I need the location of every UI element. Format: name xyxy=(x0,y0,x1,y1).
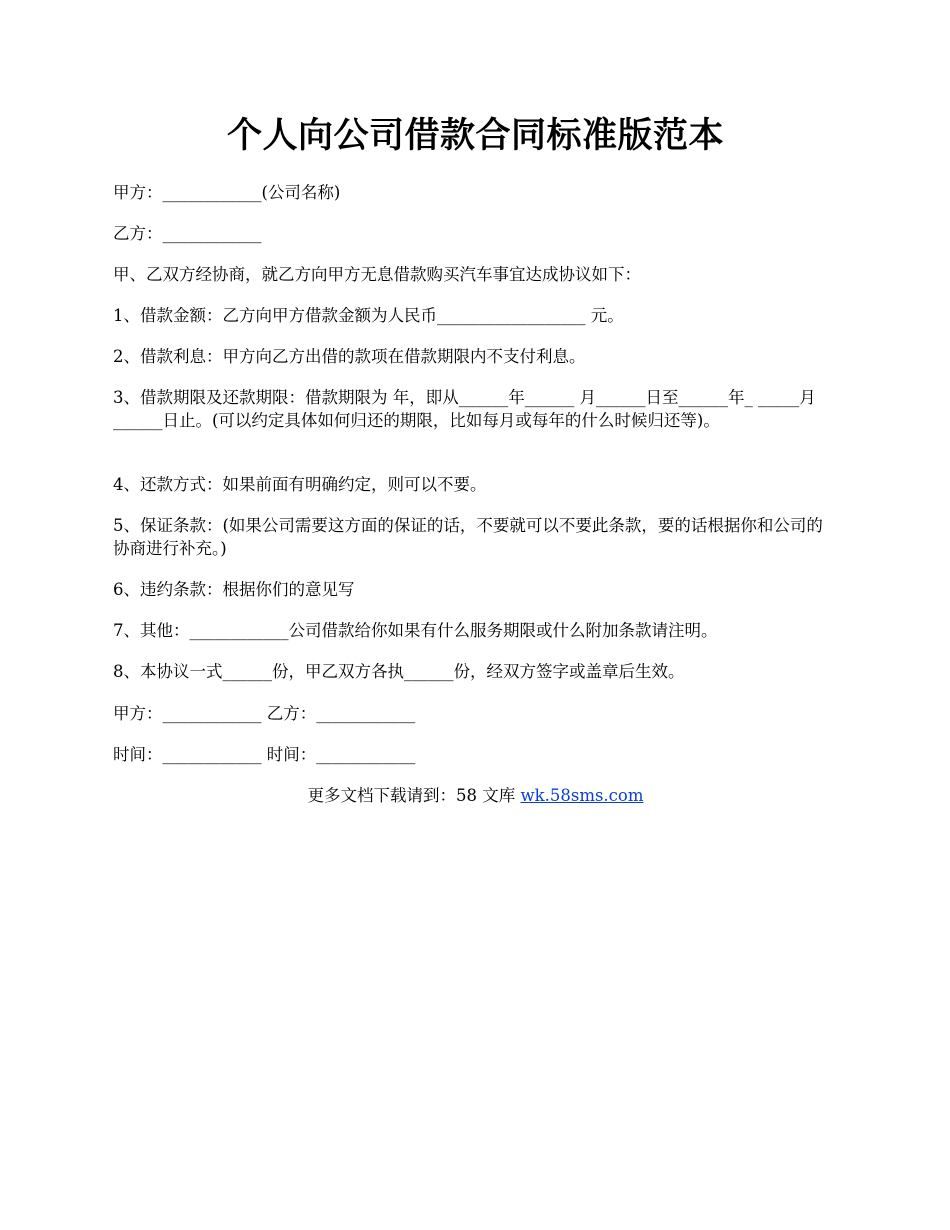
clause-3-loan-term: 3、借款期限及还款期限：借款期限为 年，即从______年______ 月______日至______年_ _____月______日止。(可以约定具体如何归还的期限，比如每月或每年的什么时候归还等)。 xyxy=(113,388,816,430)
clause-8-copies: 8、本协议一式______份，甲乙双方各执______份，经双方签字或盖章后生效。 xyxy=(113,662,685,681)
footer-text: 更多文档下载请到：58 文库 xyxy=(307,786,521,805)
date-line: 时间：____________ 时间：____________ xyxy=(113,745,416,764)
clause-1-loan-amount: 1、借款金额：乙方向甲方借款金额为人民币__________________ 元。 xyxy=(113,306,624,325)
agreement-intro: 甲、乙双方经协商，就乙方向甲方无息借款购买汽车事宜达成协议如下： xyxy=(113,265,641,284)
clause-4-repayment: 4、还款方式：如果前面有明确约定，则可以不要。 xyxy=(113,475,487,494)
party-b-line: 乙方：____________ xyxy=(113,224,262,243)
footer-link[interactable]: wk.58sms.com xyxy=(520,786,644,805)
clause-6-breach: 6、违约条款：根据你们的意见写 xyxy=(113,580,355,599)
clause-5-guarantee: 5、保证条款：(如果公司需要这方面的保证的话，不要就可以不要此条款，要的话根据你和公司的协商进行补充。) xyxy=(113,516,823,558)
document-title: 个人向公司借款合同标准版范本 xyxy=(226,115,724,156)
party-a-line: 甲方：____________(公司名称) xyxy=(113,183,341,202)
clause-2-loan-interest: 2、借款利息：甲方向乙方出借的款项在借款期限内不支付利息。 xyxy=(113,347,586,366)
download-footer xyxy=(113,784,838,807)
clause-7-other: 7、其他：____________公司借款给你如果有什么服务期限或什么附加条款请注明。 xyxy=(113,621,718,640)
signature-line: 甲方：____________ 乙方：____________ xyxy=(113,704,416,723)
